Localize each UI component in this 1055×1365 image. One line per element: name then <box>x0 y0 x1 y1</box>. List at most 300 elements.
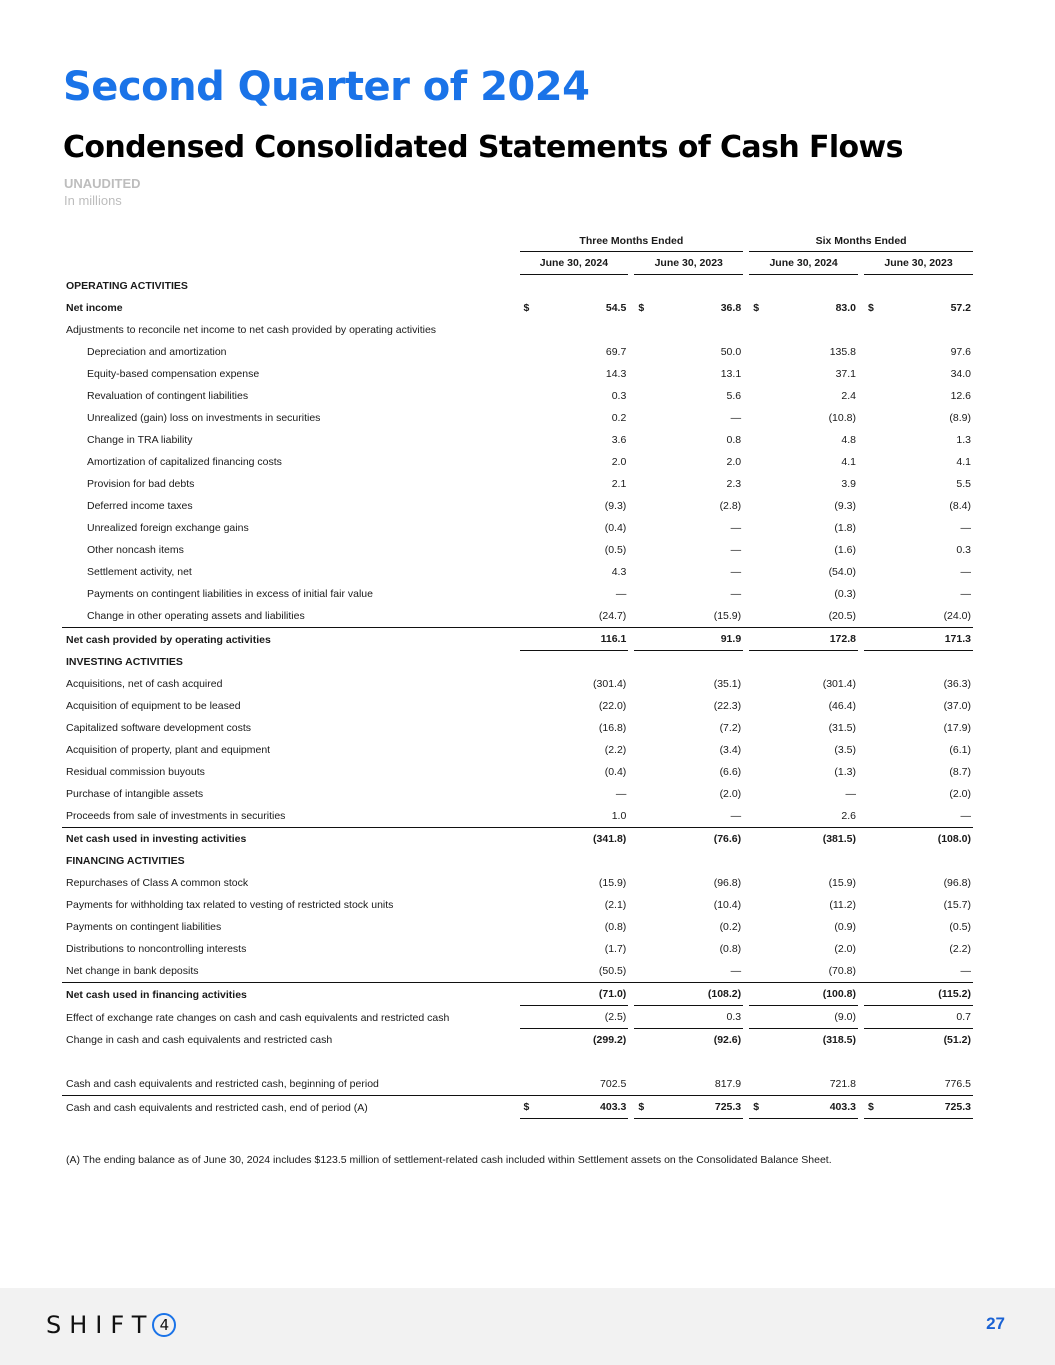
currency-symbol <box>520 916 538 938</box>
cell-value: (1.8) <box>834 522 856 534</box>
currency-symbol <box>520 1029 538 1051</box>
row-label: Distributions to noncontrolling interests <box>66 943 247 955</box>
cell-value: (24.0) <box>882 605 973 628</box>
cell-value: 4.1 <box>956 456 971 468</box>
cell-value: (11.2) <box>829 899 856 911</box>
row-label: Residual commission buyouts <box>66 766 205 778</box>
cell-value: (71.0) <box>538 983 629 1006</box>
currency-symbol <box>520 385 538 407</box>
cell-value: (0.9) <box>834 921 856 933</box>
currency-symbol <box>520 605 538 628</box>
currency-symbol <box>749 960 767 983</box>
cell-value: (0.3) <box>834 588 856 600</box>
currency-symbol <box>634 517 652 539</box>
column-header-q2-2023: June 30, 2023 <box>634 252 743 275</box>
currency-symbol <box>749 319 767 341</box>
currency-symbol <box>749 1073 767 1096</box>
table-row <box>62 363 973 385</box>
row-label: Adjustments to reconcile net income to net cash provided by operating activities <box>66 324 437 336</box>
cell-value: 172.8 <box>767 628 858 651</box>
row-label: Amortization of capitalized financing costs <box>87 456 282 468</box>
cell-value: (92.6) <box>713 1034 742 1046</box>
currency-symbol <box>864 739 882 761</box>
cell-value: (0.4) <box>604 766 627 778</box>
currency-symbol: $ <box>753 302 760 314</box>
table-row <box>62 983 973 1006</box>
column-header-ytd-2024: June 30, 2024 <box>749 252 858 275</box>
currency-symbol <box>749 605 767 628</box>
cell-value: (8.9) <box>949 412 971 424</box>
table-row <box>62 894 973 916</box>
currency-symbol <box>634 673 652 695</box>
cell-value <box>767 275 858 297</box>
cell-value: (115.2) <box>882 983 973 1006</box>
currency-symbol <box>749 363 767 385</box>
cell-value: (35.1) <box>713 678 742 690</box>
cell-value: 91.9 <box>652 628 743 651</box>
cell-value: (2.2) <box>949 943 971 955</box>
section-header-row <box>62 275 973 297</box>
currency-symbol <box>634 695 652 717</box>
cell-value <box>538 275 629 297</box>
currency-symbol <box>749 651 767 673</box>
cell-value: (0.5) <box>604 544 627 556</box>
section-label: INVESTING ACTIVITIES <box>66 656 183 668</box>
row-label: Net income <box>66 302 123 314</box>
currency-symbol <box>634 429 652 451</box>
currency-symbol <box>520 583 538 605</box>
cell-value: (108.0) <box>937 833 971 845</box>
currency-symbol <box>864 495 882 517</box>
currency-symbol <box>634 539 652 561</box>
currency-symbol <box>634 761 652 783</box>
cell-value: (8.4) <box>949 500 971 512</box>
cell-value: (2.8) <box>719 500 742 512</box>
cell-value: (15.7) <box>943 899 971 911</box>
section-header-row <box>62 651 973 673</box>
row-label: Cash and cash equivalents and restricted cash, beginning of period <box>62 1073 513 1096</box>
cell-value: 0.7 <box>882 1006 973 1029</box>
currency-symbol <box>749 1006 767 1029</box>
row-label <box>62 1051 513 1073</box>
table-row <box>62 1029 973 1051</box>
cell-value: 14.3 <box>605 368 627 380</box>
currency-symbol <box>749 673 767 695</box>
cell-value: (100.8) <box>767 983 858 1006</box>
cell-value: (341.8) <box>593 833 627 845</box>
currency-symbol <box>864 916 882 938</box>
table-row <box>62 407 973 429</box>
currency-symbol <box>520 341 538 363</box>
cell-value <box>652 275 743 297</box>
currency-symbol <box>634 495 652 517</box>
cell-value: (9.3) <box>604 500 627 512</box>
table-row <box>62 960 973 983</box>
cell-value: 50.0 <box>720 346 742 358</box>
currency-symbol <box>634 473 652 495</box>
row-label: Payments on contingent liabilities <box>66 921 222 933</box>
cell-value: 57.2 <box>950 302 971 314</box>
cell-value: 702.5 <box>538 1073 629 1096</box>
currency-symbol <box>520 938 538 960</box>
currency-symbol <box>864 761 882 783</box>
currency-symbol <box>864 894 882 916</box>
currency-symbol <box>634 319 652 341</box>
currency-symbol <box>864 717 882 739</box>
cell-value: (10.8) <box>828 412 856 424</box>
table-row <box>62 628 973 651</box>
cell-value: (2.1) <box>604 899 627 911</box>
row-label: Net cash used in financing activities <box>66 988 247 1001</box>
table-row <box>62 739 973 761</box>
cell-value: 0.8 <box>726 434 742 446</box>
currency-symbol <box>634 739 652 761</box>
currency-symbol <box>864 1073 882 1096</box>
cell-value: — <box>882 960 973 983</box>
currency-symbol <box>749 916 767 938</box>
currency-symbol <box>634 916 652 938</box>
cell-value: 4.1 <box>841 456 856 468</box>
row-label: Acquisition of equipment to be leased <box>66 700 241 712</box>
currency-symbol <box>634 628 652 651</box>
currency-symbol <box>520 561 538 583</box>
row-label: Proceeds from sale of investments in securities <box>62 805 513 828</box>
cell-value: (24.7) <box>538 605 629 628</box>
cell-value: 1.3 <box>956 434 971 446</box>
cell-value: 54.5 <box>605 302 627 314</box>
cell-value: (381.5) <box>822 833 856 845</box>
currency-symbol <box>864 561 882 583</box>
currency-symbol <box>864 695 882 717</box>
currency-symbol <box>634 872 652 894</box>
currency-symbol <box>749 628 767 651</box>
cell-value: (22.0) <box>598 700 627 712</box>
cell-value: — <box>615 588 627 600</box>
currency-symbol <box>634 983 652 1006</box>
cell-value <box>538 850 629 872</box>
currency-symbol <box>634 341 652 363</box>
currency-symbol <box>520 495 538 517</box>
currency-symbol <box>749 385 767 407</box>
cell-value: — <box>960 566 971 578</box>
cell-value: (96.8) <box>943 877 971 889</box>
currency-symbol <box>749 983 767 1006</box>
cell-value: (301.4) <box>822 678 856 690</box>
table-row <box>62 783 973 805</box>
currency-symbol <box>520 828 538 850</box>
currency-symbol <box>864 805 882 828</box>
cell-value: (46.4) <box>828 700 856 712</box>
currency-symbol <box>520 850 538 872</box>
cell-value: 817.9 <box>652 1073 743 1096</box>
cell-value: (8.7) <box>949 766 971 778</box>
cell-value: (70.8) <box>767 960 858 983</box>
cell-value: — <box>730 412 742 424</box>
currency-symbol <box>864 583 882 605</box>
cell-value <box>538 319 629 341</box>
cell-value: (50.5) <box>538 960 629 983</box>
currency-symbol <box>634 1051 652 1073</box>
cell-value <box>882 651 973 673</box>
page-number: 27 <box>986 1314 1005 1333</box>
currency-symbol <box>520 473 538 495</box>
cell-value: — <box>960 522 971 534</box>
currency-symbol <box>864 850 882 872</box>
currency-symbol <box>749 828 767 850</box>
column-header-q2-2024: June 30, 2024 <box>520 252 629 275</box>
cell-value: 725.3 <box>652 1096 743 1119</box>
table-row <box>62 673 973 695</box>
currency-symbol <box>520 983 538 1006</box>
table-row <box>62 695 973 717</box>
currency-symbol <box>520 872 538 894</box>
shift4-logo <box>46 1311 176 1339</box>
currency-symbol <box>634 407 652 429</box>
currency-symbol <box>634 451 652 473</box>
cell-value: (17.9) <box>943 722 971 734</box>
currency-symbol <box>520 695 538 717</box>
cell-value: 0.3 <box>652 1006 743 1029</box>
table-row <box>62 473 973 495</box>
currency-symbol <box>749 872 767 894</box>
row-label: Change in cash and cash equivalents and restricted cash <box>66 1034 333 1046</box>
currency-symbol <box>749 783 767 805</box>
currency-symbol <box>749 761 767 783</box>
table-row <box>62 319 973 341</box>
currency-symbol <box>749 1029 767 1051</box>
section-header-row <box>62 850 973 872</box>
row-label: Unrealized (gain) loss on investments in securities <box>87 412 321 424</box>
cell-value: 725.3 <box>882 1096 973 1119</box>
cell-value: 4.3 <box>611 566 627 578</box>
currency-symbol <box>864 451 882 473</box>
currency-symbol <box>864 517 882 539</box>
cell-value: (51.2) <box>943 1034 971 1046</box>
currency-symbol <box>749 717 767 739</box>
cell-value: (0.5) <box>949 921 971 933</box>
cell-value: (3.5) <box>834 744 856 756</box>
table-row <box>62 495 973 517</box>
currency-symbol: $ <box>634 1096 652 1119</box>
currency-symbol <box>864 628 882 651</box>
cell-value: (2.0) <box>719 788 742 800</box>
cell-value: (16.8) <box>598 722 627 734</box>
cell-value: 2.4 <box>841 390 856 402</box>
section-label: FINANCING ACTIVITIES <box>66 855 185 867</box>
currency-symbol <box>749 341 767 363</box>
cell-value: 403.3 <box>767 1096 858 1119</box>
group-header-row <box>62 231 973 252</box>
cell-value: (3.4) <box>719 744 742 756</box>
cell-value: (0.8) <box>604 921 627 933</box>
cell-value: (76.6) <box>713 833 742 845</box>
cell-value: (2.5) <box>538 1006 629 1029</box>
footnote: (A) The ending balance as of June 30, 2024 includes $123.5 million of settlement-related cash included within Settlement assets on the Consolidated Balance Sheet. <box>66 1154 832 1166</box>
page-footer <box>0 1288 1055 1365</box>
currency-symbol <box>749 495 767 517</box>
row-label: Other noncash items <box>87 544 184 556</box>
cell-value <box>767 651 858 673</box>
currency-symbol: $ <box>638 302 645 314</box>
column-header-ytd-2023: June 30, 2023 <box>864 252 973 275</box>
row-label: Unrealized foreign exchange gains <box>87 522 249 534</box>
cell-value: 2.3 <box>726 478 742 490</box>
currency-symbol <box>634 894 652 916</box>
currency-symbol <box>864 473 882 495</box>
row-label: Net cash used in investing activities <box>66 833 247 845</box>
cell-value <box>882 319 973 341</box>
row-label: Revaluation of contingent liabilities <box>87 390 249 402</box>
cell-value: (0.4) <box>604 522 627 534</box>
cell-value: 2.1 <box>611 478 627 490</box>
statement-title: Condensed Consolidated Statements of Cash Flows <box>63 130 903 165</box>
currency-symbol <box>864 983 882 1006</box>
cell-value: (299.2) <box>593 1034 627 1046</box>
currency-symbol <box>520 429 538 451</box>
cell-value <box>882 275 973 297</box>
row-label: Repurchases of Class A common stock <box>66 877 249 889</box>
currency-symbol <box>749 451 767 473</box>
currency-symbol <box>634 385 652 407</box>
currency-symbol <box>864 429 882 451</box>
cell-value <box>652 850 743 872</box>
currency-symbol <box>520 673 538 695</box>
cell-value: (6.1) <box>949 744 971 756</box>
currency-symbol <box>520 783 538 805</box>
cell-value: — <box>730 588 742 600</box>
cell-value: (1.3) <box>834 766 856 778</box>
cell-value: 0.3 <box>611 390 627 402</box>
cell-value: (318.5) <box>822 1034 856 1046</box>
currency-symbol <box>520 739 538 761</box>
cell-value <box>767 850 858 872</box>
cell-value: (2.2) <box>604 744 627 756</box>
table-row <box>62 561 973 583</box>
table-row <box>62 872 973 894</box>
currency-symbol <box>520 407 538 429</box>
row-label: Capitalized software development costs <box>66 722 252 734</box>
currency-symbol: $ <box>864 1096 882 1119</box>
currency-symbol <box>864 275 882 297</box>
cell-value: (108.2) <box>652 983 743 1006</box>
currency-symbol <box>749 1051 767 1073</box>
cell-value: (1.7) <box>604 943 627 955</box>
row-label: Effect of exchange rate changes on cash and cash equivalents and restricted cash <box>66 1011 450 1024</box>
cell-value: 0.2 <box>611 412 627 424</box>
cell-value <box>767 1051 858 1073</box>
cell-value: 83.0 <box>835 302 856 314</box>
table-row <box>62 297 973 319</box>
currency-symbol <box>864 938 882 960</box>
currency-symbol <box>749 583 767 605</box>
unaudited-label: UNAUDITED <box>64 176 141 191</box>
cell-value: 2.0 <box>726 456 742 468</box>
currency-symbol <box>864 605 882 628</box>
cell-value: — <box>845 788 856 800</box>
table-row <box>62 341 973 363</box>
row-label: Payments for withholding tax related to vesting of restricted stock units <box>66 899 394 911</box>
cell-value: — <box>730 522 742 534</box>
cell-value: (10.4) <box>713 899 742 911</box>
currency-symbol <box>749 561 767 583</box>
cell-value <box>767 319 858 341</box>
cell-value: 34.0 <box>950 368 971 380</box>
cell-value: 36.8 <box>720 302 742 314</box>
table-row <box>62 761 973 783</box>
cell-value: 3.9 <box>841 478 856 490</box>
currency-symbol <box>520 363 538 385</box>
currency-symbol <box>749 739 767 761</box>
cell-value: 13.1 <box>720 368 742 380</box>
cell-value: 2.6 <box>767 805 858 828</box>
cell-value: (37.0) <box>943 700 971 712</box>
currency-symbol: $ <box>523 302 530 314</box>
cell-value: — <box>730 566 742 578</box>
cell-value: 12.6 <box>950 390 971 402</box>
currency-symbol: $ <box>749 1096 767 1119</box>
currency-symbol <box>634 717 652 739</box>
table-row <box>62 1006 973 1029</box>
cell-value: 0.3 <box>956 544 971 556</box>
currency-symbol <box>520 451 538 473</box>
cell-value: (1.6) <box>834 544 856 556</box>
column-header-row <box>62 252 973 275</box>
logo-circle-4-icon: 4 <box>152 1313 176 1337</box>
currency-symbol <box>634 1006 652 1029</box>
table-row <box>62 583 973 605</box>
cell-value <box>538 651 629 673</box>
cell-value: — <box>652 960 743 983</box>
cell-value: — <box>882 805 973 828</box>
currency-symbol <box>520 960 538 983</box>
cell-value: (0.8) <box>719 943 742 955</box>
currency-symbol: $ <box>868 302 874 314</box>
currency-symbol <box>864 960 882 983</box>
cell-value: (6.6) <box>719 766 742 778</box>
currency-symbol <box>749 429 767 451</box>
row-label: Change in TRA liability <box>87 434 193 446</box>
cell-value: — <box>615 788 627 800</box>
cell-value: — <box>652 805 743 828</box>
table-row <box>62 828 973 850</box>
units-label: In millions <box>64 193 122 208</box>
currency-symbol <box>520 761 538 783</box>
cell-value: (22.3) <box>713 700 742 712</box>
table-row <box>62 517 973 539</box>
currency-symbol <box>864 539 882 561</box>
currency-symbol <box>634 783 652 805</box>
row-label: Deferred income taxes <box>87 500 193 512</box>
currency-symbol <box>864 828 882 850</box>
row-label: Equity-based compensation expense <box>87 368 260 380</box>
currency-symbol <box>520 1051 538 1073</box>
table-row <box>62 1073 973 1096</box>
currency-symbol <box>520 1006 538 1029</box>
currency-symbol <box>749 850 767 872</box>
currency-symbol <box>520 805 538 828</box>
currency-symbol <box>520 319 538 341</box>
currency-symbol <box>520 717 538 739</box>
cell-value <box>882 850 973 872</box>
currency-symbol <box>864 1006 882 1029</box>
cell-value: 2.0 <box>611 456 627 468</box>
cell-value <box>652 1051 743 1073</box>
cell-value: 721.8 <box>767 1073 858 1096</box>
currency-symbol <box>864 872 882 894</box>
row-label: Payments on contingent liabilities in excess of initial fair value <box>87 588 373 600</box>
cell-value: 37.1 <box>835 368 856 380</box>
cell-value: 171.3 <box>882 628 973 651</box>
